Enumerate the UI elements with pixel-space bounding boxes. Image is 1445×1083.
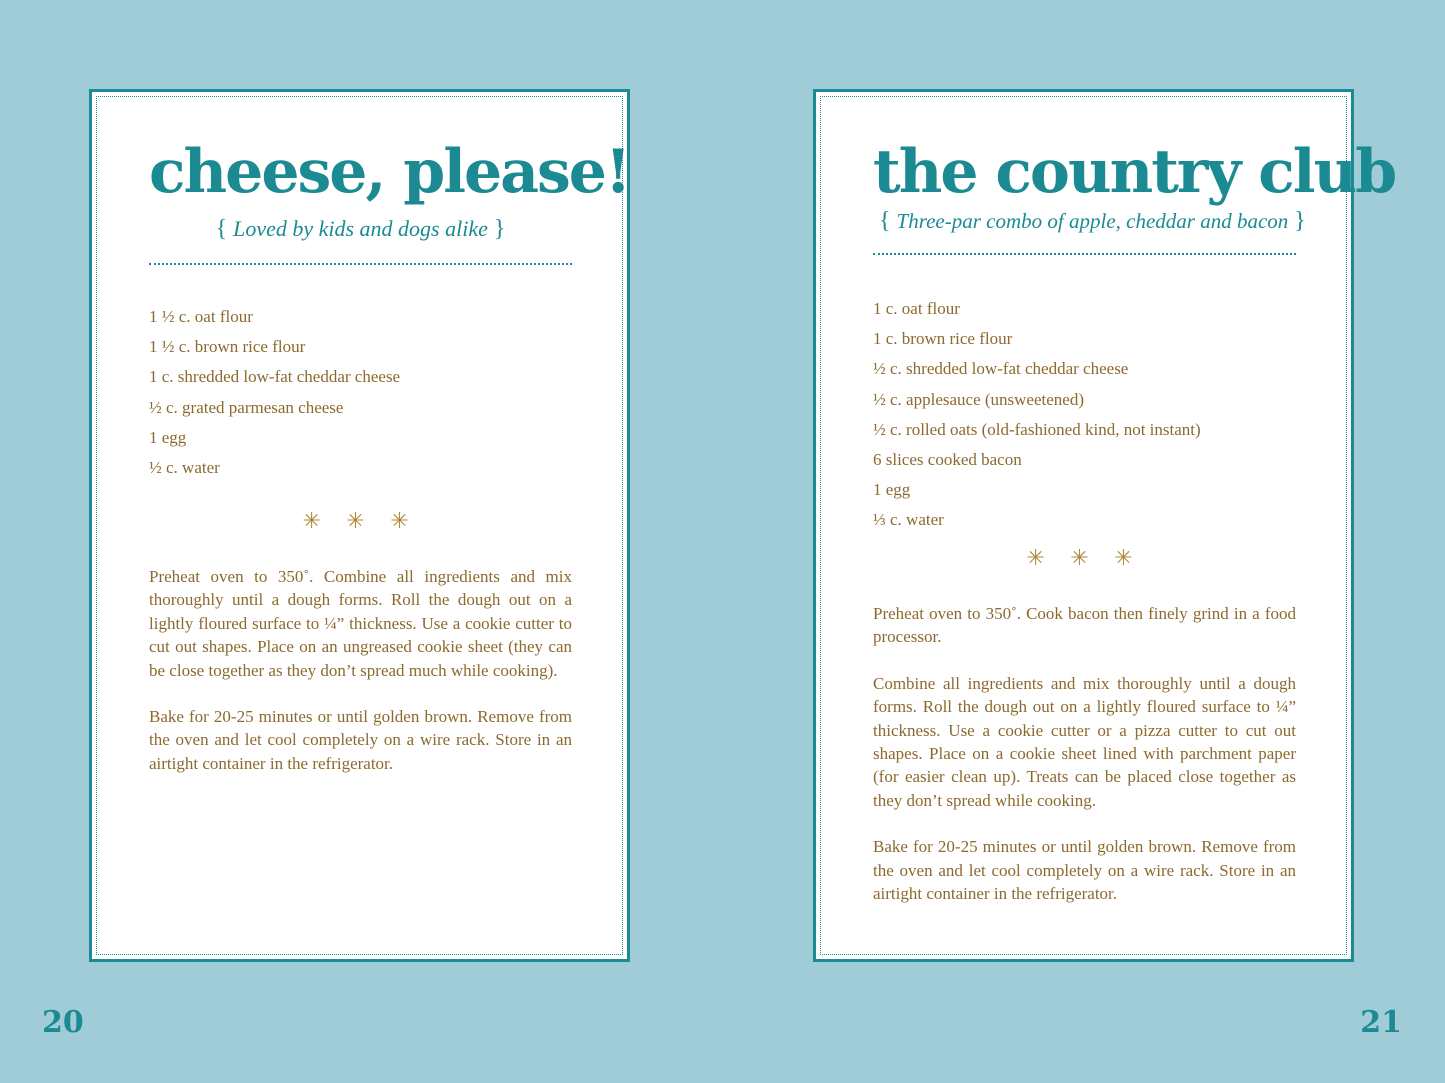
ingredient-item: 1 ½ c. oat flour	[149, 307, 253, 326]
instruction-paragraph: Combine all ingredients and mix thoroughly until a dough forms. Roll the dough out on a lightly floured surface to ¼” thickness. Use a cookie cutter or a pizza cutter to cut out shapes. Place on a cookie sheet lined with parchment paper (for easier clean up). Treats can be placed close together as they don’t spread while cooking.	[873, 673, 1296, 810]
left-brace-ornament: {	[879, 208, 891, 234]
instructions-section	[873, 602, 1296, 928]
asterisk-ornament: ✳ ✳ ✳	[1026, 545, 1143, 570]
dotted-divider	[149, 263, 572, 265]
recipe-title: the country club	[873, 137, 1396, 207]
ingredient-item: 1 c. oat flour	[873, 299, 960, 318]
instruction-paragraph: Preheat oven to 350˚. Combine all ingredients and mix thoroughly until a dough forms. Roll the dough out on a lightly floured surface to ¼” thickness. Use a cookie cutter to cut out shapes. Place on an ungreased cookie sheet (they can be close together as they don’t spread much while cooking).	[149, 567, 572, 680]
ingredients-list	[149, 302, 572, 483]
left-brace-ornament: {	[215, 216, 228, 242]
recipe-header-left	[149, 137, 630, 265]
asterisk-ornament: ✳ ✳ ✳	[302, 508, 419, 533]
recipe-subtitle	[873, 208, 1306, 235]
ingredient-item: ⅓ c. water	[873, 510, 944, 530]
ingredient-item: 1 egg	[149, 427, 187, 447]
recipe-title: cheese, please!	[149, 137, 630, 207]
ingredient-item: 1 egg	[873, 480, 911, 500]
instruction-paragraph: Bake for 20-25 minutes or until golden brown. Remove from the oven and let cool completely on a wire rack. Store in an airtight container in the refrigerator.	[873, 837, 1296, 904]
page-number-left: 20	[42, 1005, 84, 1040]
recipe-subtitle-text: Three-par combo of apple, cheddar and bacon	[896, 209, 1289, 233]
right-brace-ornament: }	[1294, 208, 1306, 234]
ingredient-item: 1 ½ c. brown rice flour	[149, 337, 306, 357]
ingredient-item: ½ c. water	[149, 457, 220, 477]
ingredient-item: ½ c. shredded low-fat cheddar cheese	[873, 359, 1129, 379]
instructions-section	[149, 565, 572, 798]
recipe-card-right	[813, 89, 1396, 962]
ingredient-item: ½ c. grated parmesan cheese	[149, 397, 344, 417]
ingredients-list	[873, 294, 1296, 536]
ingredient-item: 1 c. brown rice flour	[873, 329, 1013, 349]
instruction-paragraph: Bake for 20-25 minutes or until golden brown. Remove from the oven and let cool completely on a wire rack. Store in an airtight container in the refrigerator.	[149, 707, 572, 773]
dotted-divider	[873, 253, 1296, 255]
ingredients-section	[149, 272, 572, 483]
ingredient-item: ½ c. rolled oats (old-fashioned kind, not instant)	[873, 419, 1201, 439]
instruction-paragraph: Preheat oven to 350˚. Cook bacon then finely grind in a food processor.	[873, 604, 1296, 647]
ingredient-item: 6 slices cooked bacon	[873, 449, 1022, 469]
right-brace-ornament: }	[493, 216, 506, 242]
recipe-subtitle	[149, 216, 572, 243]
recipe-card-left	[89, 89, 630, 962]
ingredients-section	[873, 264, 1296, 536]
ingredient-item: 1 c. shredded low-fat cheddar cheese	[149, 367, 401, 387]
recipe-header-right	[873, 137, 1396, 255]
ingredient-item: ½ c. applesauce (unsweetened)	[873, 389, 1084, 409]
recipe-subtitle-text: Loved by kids and dogs alike	[233, 216, 488, 241]
page-number-right: 21	[1360, 1005, 1402, 1040]
